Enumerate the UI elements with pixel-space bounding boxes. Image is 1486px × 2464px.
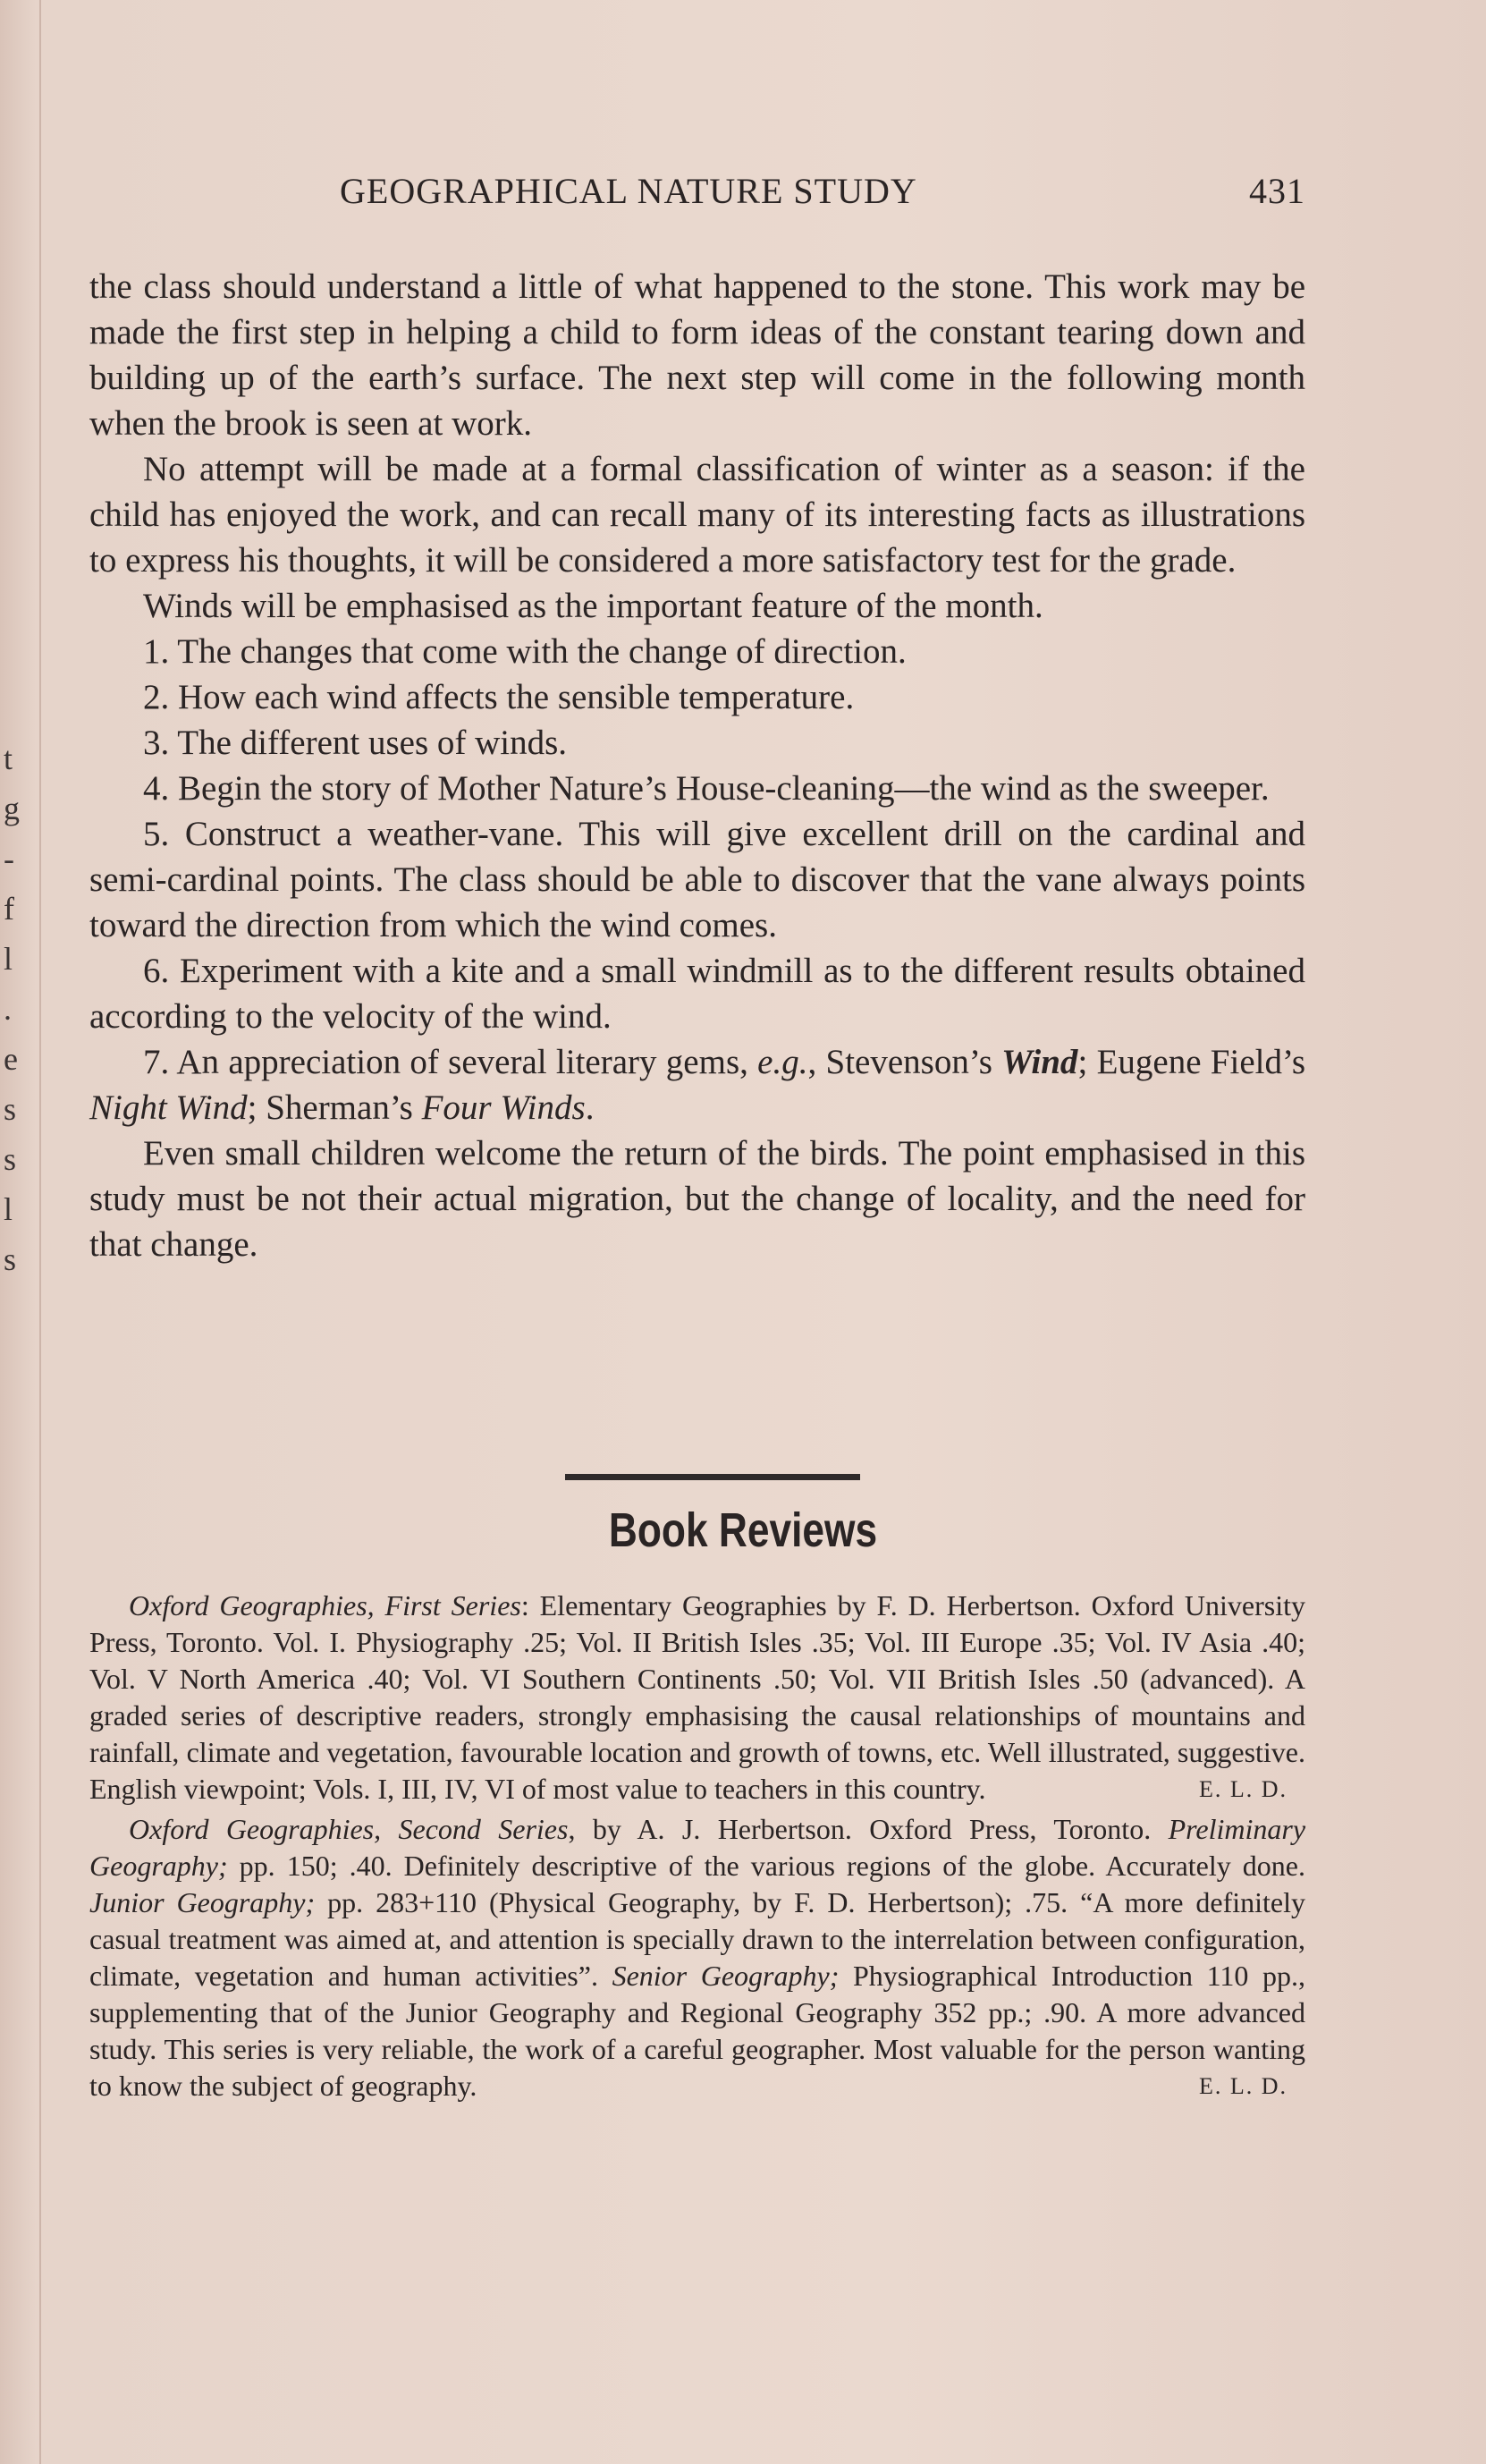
list-item: 1. The changes that come with the change of direction.: [143, 632, 907, 671]
paragraph: Winds will be emphasised as the important feature of the month.: [143, 587, 1043, 625]
margin-fragment: l: [4, 1191, 13, 1227]
reviewer-signature: E. L. D.: [1198, 1776, 1288, 1802]
list-item: 2. How each wind affects the sensible temperature.: [143, 678, 855, 716]
margin-fragment: s: [4, 1091, 17, 1127]
article-body: [89, 264, 1305, 1267]
review-text: , by A. J. Herbertson. Oxford Press, Toronto.: [568, 1813, 1169, 1845]
margin-fragment: s: [4, 1241, 17, 1277]
list-item-text: , Stevenson’s: [807, 1043, 1002, 1081]
gutter-line: [39, 0, 41, 2464]
paragraph: Even small children welcome the return of the birds. The point emphasised in this study must be not their actual migration, but the change of locality, and the need for that change.: [89, 1134, 1305, 1264]
running-header: [340, 170, 1305, 215]
review-book-title: Senior Geography;: [612, 1960, 840, 1992]
review-text: : Elementary Geographies by F. D. Herbertson. Oxford University Press, Toronto. Vol. I. Physiography .25; Vol. II British Isles .35; Vol. III Europe .35; Vol. IV Asia .40; Vol. V North America .40; Vol. VI Southern Continents .50; Vol. VII British Isles .50 (advanced). A graded series of descriptive readers, strongly emphasising the causal relationships of mountains and rainfall, climate and vegetation, favourable location and growth of towns, etc. Well illustrated, suggestive. English viewpoint; Vols. I, III, IV, VI of most value to teachers in this country.: [89, 1589, 1306, 1805]
list-item: 4. Begin the story of Mother Nature’s House-cleaning—the wind as the sweeper.: [143, 769, 1270, 808]
list-item: [89, 1039, 1305, 1130]
margin-fragment: s: [4, 1141, 17, 1177]
margin-fragment: l: [4, 941, 13, 977]
margin-fragment: f: [4, 891, 14, 927]
review-entry: [89, 1811, 1305, 2104]
italic-text: e.g.: [757, 1043, 808, 1081]
list-item: 3. The different uses of winds.: [143, 724, 568, 762]
review-book-title: Oxford Geographies, First Series: [129, 1589, 521, 1621]
book-reviews: [89, 1588, 1305, 2108]
review-book-title: Junior Geography;: [89, 1886, 316, 1918]
section-divider: [565, 1474, 860, 1480]
work-title: Night Wind: [89, 1088, 248, 1127]
list-item: 6. Experiment with a kite and a small windmill as to the different results obtained according to the velocity of the wind.: [89, 952, 1305, 1036]
section-heading: Book Reviews: [608, 1503, 878, 1557]
paragraph: the class should understand a little of what happened to the stone. This work may be made the first step in helping a child to form ideas of the constant tearing down and building up of the earth’s surface. The next step will come in the following month when the brook is seen at work.: [89, 267, 1305, 443]
margin-fragment: .: [4, 991, 12, 1027]
list-item-text: ; Sherman’s: [247, 1088, 422, 1127]
page-number: 431: [1249, 171, 1305, 211]
margin-fragments: [4, 733, 25, 1284]
running-title: GEOGRAPHICAL NATURE STUDY: [340, 171, 917, 211]
review-book-title: Oxford Geographies, Second Series: [129, 1813, 569, 1845]
paragraph: No attempt will be made at a formal classification of winter as a season: if the child has enjoyed the work, and can recall many of its interesting facts as illustrations to express his thoughts, it will be considered a more satisfactory test for the grade.: [89, 450, 1305, 580]
review-text: Physiographical Introduction 110 pp., supplementing that of the Junior Geography and Regional Geography 352 pp.; .90. A more advanced study. This series is very reliable, the work of a careful geographer. Most valuable for the person wanting to know the subject of geography.: [89, 1960, 1306, 2102]
review-entry: [89, 1588, 1305, 1808]
list-item-text: .: [585, 1088, 595, 1127]
margin-fragment: g: [4, 791, 20, 826]
margin-fragment: e: [4, 1041, 18, 1077]
margin-fragment: t: [4, 741, 13, 776]
list-item: 5. Construct a weather-vane. This will give excellent drill on the cardinal and semi-cardinal points. The class should be able to discover that the vane always points toward the direction from which the wind comes.: [89, 815, 1305, 944]
work-title: Wind: [1001, 1043, 1078, 1081]
list-item-text: ; Eugene Field’s: [1077, 1043, 1305, 1081]
review-text: pp. 283+110 (Physical Geography, by F. D. Herbertson); .75. “A more definitely casual treatment was aimed at, and attention is specially drawn to the interrelation between configuration, climate, vegetation and human activities”.: [89, 1886, 1305, 1992]
reviewer-signature: E. L. D.: [1198, 2073, 1288, 2099]
review-book-title: Preliminary Geography;: [89, 1813, 1306, 1882]
review-text: pp. 150; .40. Definitely descriptive of the various regions of the globe. Accurately done.: [227, 1850, 1305, 1882]
list-item-text: 7. An appreciation of several literary gems,: [143, 1043, 758, 1081]
margin-fragment: -: [4, 841, 14, 876]
work-title: Four Winds: [421, 1088, 586, 1127]
